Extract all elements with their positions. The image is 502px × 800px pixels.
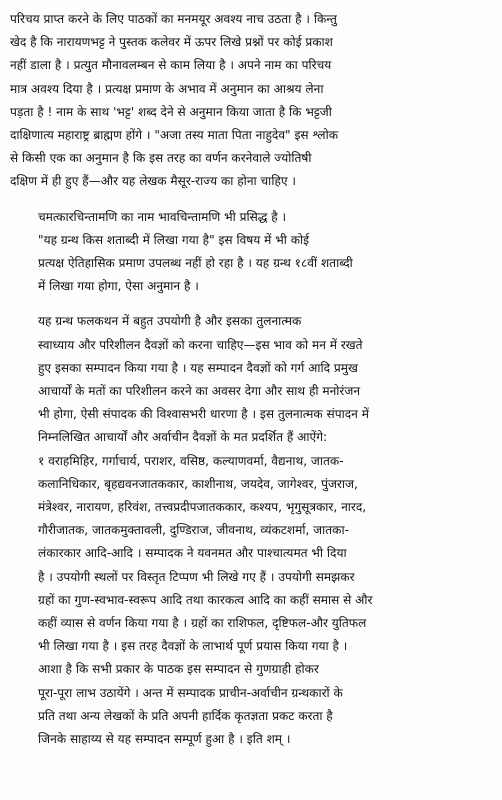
text-line: पड़ता है ! नाम के साथ 'भट्ट' शब्द देने से अनुमान किया जाता है कि भट्टजी: [10, 104, 332, 119]
paragraph-authorities-list: [10, 450, 490, 659]
text-line: से किसी एक का अनुमान है कि इस तरह का वर्णन करनेवाले ज्योतिषी: [10, 151, 312, 166]
text-line: आचार्यों के मतों का परिशीलन करने का अवसर देगा और साथ ही मनोरंजन: [38, 384, 361, 399]
text-line: मंत्रेश्वर, नारायण, हरिवंश, तत्त्वप्रदीपजातककार, कश्यप, भृगुसूत्रकार, नारद,: [38, 500, 367, 515]
text-line: गौरीजातक, जातकमुक्तावली, दुण्डिराज, जीवनाथ, व्यंकटशर्मा, जातका-: [38, 523, 349, 538]
text-line: प्रत्यक्ष ऐतिहासिक प्रमाण उपलब्ध नहीं हो रहा है । यह ग्रन्थ १८वीं शताब्दी: [38, 256, 353, 271]
text-line: "यह ग्रन्थ किस शताब्दी में लिखा गया है" इस विषय में भी कोई: [38, 232, 310, 247]
paragraph-editing-purpose: [10, 310, 490, 449]
paragraph-acknowledgement: [10, 658, 490, 751]
text-line: आशा है कि सभी प्रकार के पाठक इस सम्पादन से गुणग्राही होकर: [38, 662, 319, 677]
text-line: लंकारकार आदि-आदि । सम्पादक ने यवनमत और पाश्चात्यमत भी दिया: [38, 546, 347, 561]
text-line: चमत्कारचिन्तामणि का नाम भावचिन्तामणि भी प्रसिद्ध है ।: [38, 209, 287, 224]
paragraph-dating: [10, 229, 490, 299]
text-line: प्रति तथा अन्य लेखकों के प्रति अपनी हार्दिक कृतज्ञता प्रकट करता है: [38, 708, 333, 723]
text-line: परिचय प्राप्त करने के लिए पाठकों का मनमयूर अवश्य नाच उठता है । किन्तु: [10, 12, 337, 26]
text-line: भी होगा, ऐसी संपादक की विश्वासभरी धारणा है । इस तुलनात्मक संपादन में: [38, 407, 369, 422]
text-line: दाक्षिणात्य महाराष्ट्र ब्राह्मण होंगे । "अजा तस्य माता पिता नाहुदेव" इस श्लोक: [10, 128, 339, 143]
text-line: मात्र अवश्य दिया है । प्रत्यक्ष प्रमाण के अभाव में अनुमान का आश्रय लेना: [10, 81, 324, 96]
text-line: ग्रहों का गुण-स्वभाव-स्वरूप आदि तथा कारकत्व आदि का कहीं समास से और: [38, 592, 373, 607]
text-line: में लिखा गया होगा, ऐसा अनुमान है ।: [38, 279, 199, 294]
text-line: दक्षिण में ही हुए हैं—और यह लेखक मैसूर-राज्य का होना चाहिए ।: [10, 174, 296, 189]
text-line: जिनके साहाय्य से यह सम्पादन सम्पूर्ण हुआ है । इति शम् ।: [38, 732, 291, 747]
text-line: यह ग्रन्थ फलकथन में बहुत उपयोगी है और इसका तुलनात्मक: [38, 314, 302, 329]
text-line: १ वराहमिहिर, गर्गाचार्य, पराशर, वसिष्ठ, कल्याणवर्मा, वैद्यनाथ, जातक-: [38, 453, 344, 468]
text-line: पूरा-पूरा लाभ उठायेंगे । अन्त में सम्पादक प्राचीन-अर्वाचीन ग्रन्थकारों के: [38, 685, 343, 700]
text-line: स्वाध्याय और परिशीलन दैवज्ञों को करना चाहिए—इस भाव को मन में रखते: [38, 337, 363, 352]
text-line: हुए इसका सम्पादन किया गया है । यह सम्पादन दैवज्ञों को गर्ग आदि प्रमुख: [38, 360, 358, 375]
text-line: कहीं व्यास से वर्णन किया गया है । ग्रहों का राशिफल, दृष्टिफल-और युतिफल: [38, 616, 367, 631]
text-line: निम्नलिखित आचार्यों और अर्वाचीन दैवज्ञों के मत प्रदर्शित हैं आऐंगे:: [38, 430, 328, 445]
text-line: भी लिखा गया है । इस तरह दैवज्ञों के लाभार्थ पूर्ण प्रयास किया गया है ।: [38, 639, 348, 654]
text-line: खेद है कि नारायणभट्ट ने पुस्तक कलेवर में ऊपर लिखे प्रश्नों पर कोई प्रकाश: [10, 35, 333, 50]
paragraph-author-identity: [10, 8, 490, 194]
text-line: नहीं डाला है । प्रत्युत मौनावलम्बन से काम लिया है । अपने नाम का परिचय: [10, 58, 332, 73]
text-line: कलानिधिकार, बृहद्यवनजातककार, काशीनाथ, जयदेव, जागेश्वर, पुंजराज,: [38, 476, 358, 491]
text-line: है । उपयोगी स्थलों पर विस्तृत टिप्पण भी लिखे गए हैं । उपयोगी समझकर: [38, 569, 355, 584]
paragraph-alternate-name: [10, 206, 490, 229]
